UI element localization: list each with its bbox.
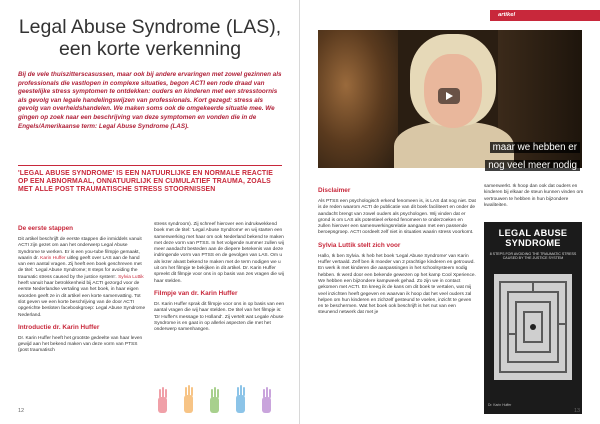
paragraph-introductie: Dr. Karin Huffer heeft het grootste gedeelte van haar leven gewijd aan het bekend maken van deze vorm van PTSS (post traumatisch — [18, 335, 143, 354]
text-segment: uitleg geeft over LAS aan de hand van een aantal vragen. Zij heeft een boek geschreven met de titel: 'Legal Abuse Syndrome; 8 steps for avoiding the traumatic stress caused by the justice system'. — [18, 255, 142, 280]
article-title: Legal Abuse Syndrome (LAS), een korte verkenning — [18, 16, 282, 60]
page-number-right: 13 — [574, 408, 581, 414]
section-tag: artikel — [490, 10, 600, 21]
heading-introductie: Introductie dr. Karin Huffer — [18, 323, 100, 331]
name-sylvia-luttik: Sylvia Luttik — [118, 274, 144, 280]
page-number-left: 12 — [18, 408, 25, 414]
play-icon[interactable] — [438, 88, 460, 104]
text-segment: heeft vanuit haar betrokkenheid bij ACTI gezorgd voor de eerste Nederlandse vertaling van het boek, in haar eigen woorden geeft ze in dit artikel een korte samenvatting. Tot slot geven we een korte beschrijving van de door ACTI opgerichte besloten facebookgroep: Legal Abuse Syndrome Nederland. — [18, 281, 146, 318]
heading-eerste-stappen: De eerste stappen — [18, 225, 74, 232]
book-subtitle: 8 STEPS FOR AVOIDING THE TRAUMATIC STRESS CAUSED BY THE JUSTICE SYSTEM — [489, 252, 577, 261]
paragraph-filmpje: Dr. Karin Huffer sprak dit filmpje voor ons in op basis van een aantal vragen die wij haar stelden. De titel van het filmpje is: 'Dr Huffer's message to Holland'. Zij vertelt wat Legale Abuse Syndrome is en gaat in op allerlei aspecten die met het onderwerp samenhangen. — [154, 301, 285, 333]
maze-illustration — [494, 274, 572, 380]
subtitle-line-2: nog veel meer nodig — [485, 160, 580, 171]
article-intro: Bij de vele thuiszitterscasussen, maar ook bij andere ervaringen met zowel gezinnen als professionals die vastlopen in complexe situaties, begon ACTI een rode draad van geestelijke stress symptomen te ontdekken: ouders en kinderen met een stresstoornis als gevolg van legale handelingswijzen van professionals. Kort gezegd: stress als gevolg van overheidshandelen. We maken soms ook de omgekeerde situatie mee. We gingen op zoek naar een beschrijving van deze symptomen en vonden die in de Engels/Amerikaanse term: Legal Abuse Syndrome (LAS). — [18, 71, 282, 130]
paragraph-stress-syndroom: stress syndroom). Zij schreef hierover een indrukwekkend boek met de titel: 'Legal Abuse Syndrome' en wij starten een samenwerking met haar om ook Nederland bekend te maken met deze vorm van PTSS. In het volgende nummer zullen wij meer aandacht besteden aan de diepere betekenis van deze indringende vorm van PTSS en de gevolgen van LAS. Om u als lezer alvast bekend te maken met de term nodigen we u uit om het filmpje te bekijken in dit artikel. Dr. Karin Huffer spreekt dit filmpje voor ons in op basis van zes vragen die wij haar stelden. — [154, 222, 284, 284]
video-background-lamp — [318, 30, 398, 168]
pull-quote: 'LEGAL ABUSE SYNDROME' IS EEN NATUURLIJKE EN NORMALE REACTIE OP EEN ABNORMAAL, ONNATUURLIJK EN CUMULATIEF TRAUMA, ZOALS MET ALLE POST TRAUMATISCHE STRESS STOORNISSEN — [18, 170, 273, 194]
paragraph-sylvia: Hallo, Ik ben Sylvia. Ik heb het boek 'Legal Abuse Syndrome' van Karin Huffer vertaald. Zelf ben ik moeder van 2 prachtige kinderen en getrouwd. En werk ik met kinderen die aanpassingen in het schoolsysteem nodig hebben. Ik werd door een bekende gewezen op het kamp Cool Xperience. We hebben een bijzondere kampweek gehad. Zo zijn we in contact gekomen met ACTI. En kreeg ik de kans om dit boek te vertalen, wat mij veel inzichten heeft gegeven en waarvan ik hoop dat het veel ouders zal helpen om hun kinderen en zichzelf gesteund te voelen, inzicht te geven en te beschermen. Wat het boek ook beschrijft is het nut van een steunend netwerk dat met je — [318, 253, 476, 316]
left-column-2 — [154, 222, 286, 338]
heading-filmpje: Filmpje van dr. Karin Huffer — [154, 289, 238, 297]
video-subtitles — [420, 137, 580, 173]
left-column-1 — [18, 222, 146, 360]
book-title: LEGAL ABUSE SYNDROME — [498, 228, 568, 248]
subtitle-line-1: maar we hebben er — [490, 142, 580, 153]
heading-disclaimer: Disclaimer — [318, 187, 351, 194]
paragraph-samenwerkt: samenwerkt. Ik hoop dan ook dat ouders en kinderen bij elkaar de steun kunnen vinden om vertrouwen te hebben in hun bijzondere kwaliteiten. — [484, 184, 584, 208]
book-author: Dr. Karin Huffer — [488, 403, 512, 407]
raised-hands-illustration — [150, 385, 290, 413]
paragraph-eerste-stappen — [18, 237, 146, 319]
name-karin-huffer: Karin Huffer — [40, 255, 66, 261]
text-segment: Dit artikel beschrijft de eerste stappen die inmiddels vanuit ACTI zijn gezet om aan het onderwerp Legal Abuse Syndrome te werken. Er is een you-tube filmpje gemaakt, waarin dr. — [18, 237, 142, 261]
right-column-1 — [318, 184, 476, 322]
right-column-2 — [484, 184, 584, 214]
book-cover-image — [484, 222, 582, 414]
quote-rule — [18, 165, 282, 166]
paragraph-disclaimer: Als PTSS een psychologisch erkend fenomeen is, is LAS dat nog niet. Dat is de reden waarom ACTI de publicatie van dit boek faciliteert en onder de aandacht brengt van zowel ouders als psychologen. Wij vinden dat er grond is om LAS als potentieel erkend fenomeen te onderzoeken en zullen hierover een samenwerkingsrelatie aangaan met een passende beroepsgroep. ACTI oordeelt zelf niet in situaties waarin stress voorkomt. — [318, 199, 476, 236]
heading-sylvia: Sylvia Luttik stelt zich voor — [318, 241, 401, 249]
